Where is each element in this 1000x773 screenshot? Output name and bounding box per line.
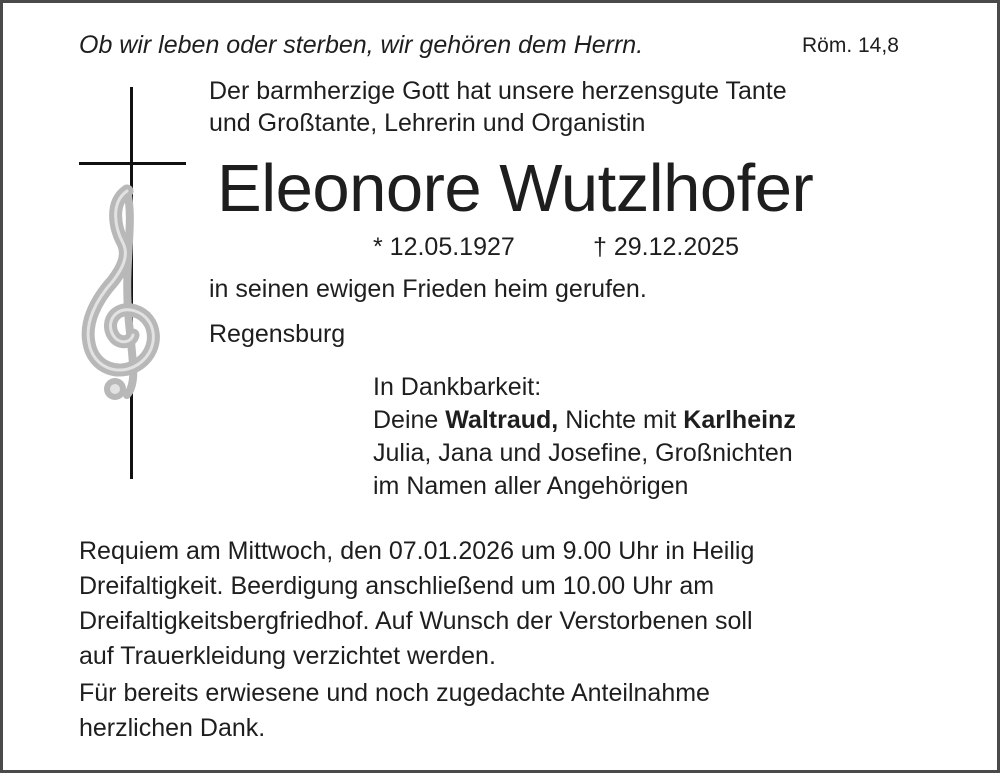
birth-date: * 12.05.1927 (373, 233, 515, 261)
mourners-line-2 (373, 404, 796, 437)
treble-clef-icon (65, 183, 175, 413)
mourners-heading: In Dankbarkeit: (373, 373, 542, 401)
service-line-3: Dreifaltigkeitsbergfriedhof. Auf Wunsch der Verstorbenen soll (79, 607, 753, 635)
mourners-nichte-mit: Nichte mit (565, 406, 677, 434)
verse-reference: Röm. 14,8 (802, 34, 899, 57)
intro-text (209, 75, 787, 139)
mourner-karlheinz: Karlheinz (683, 406, 796, 434)
service-line-2: Dreifaltigkeit. Beerdigung anschließend um 10.00 Uhr am (79, 572, 715, 600)
mourners-line-4: im Namen aller Angehörigen (373, 472, 689, 500)
bible-motto: Ob wir leben oder sterben, wir gehören dem Herrn. (79, 31, 644, 59)
mourners-block (373, 371, 796, 503)
thanks-text (79, 676, 710, 746)
service-info (79, 534, 754, 674)
mourner-waltraud: Waltraud, (445, 406, 559, 434)
mourners-line-3: Julia, Jana und Josefine, Großnichten (373, 439, 793, 467)
thanks-line-2: herzlichen Dank. (79, 714, 266, 742)
place-name: Regensburg (209, 320, 346, 348)
death-date: † 29.12.2025 (593, 233, 739, 261)
cross-horizontal-bar (79, 162, 186, 165)
intro-line-1: Der barmherzige Gott hat unsere herzensgute Tante (209, 77, 787, 105)
intro-line-2: und Großtante, Lehrerin und Organistin (209, 109, 646, 137)
deceased-name: Eleonore Wutzlhofer (217, 151, 814, 226)
called-home-text: in seinen ewigen Frieden heim gerufen. (209, 275, 647, 303)
thanks-line-1: Für bereits erwiesene und noch zugedachte Anteilnahme (79, 679, 710, 707)
service-line-1: Requiem am Mittwoch, den 07.01.2026 um 9.00 Uhr in Heilig (79, 537, 755, 565)
service-line-4: auf Trauerkleidung verzichtet werden. (79, 642, 496, 670)
mourners-deine: Deine (373, 406, 439, 434)
